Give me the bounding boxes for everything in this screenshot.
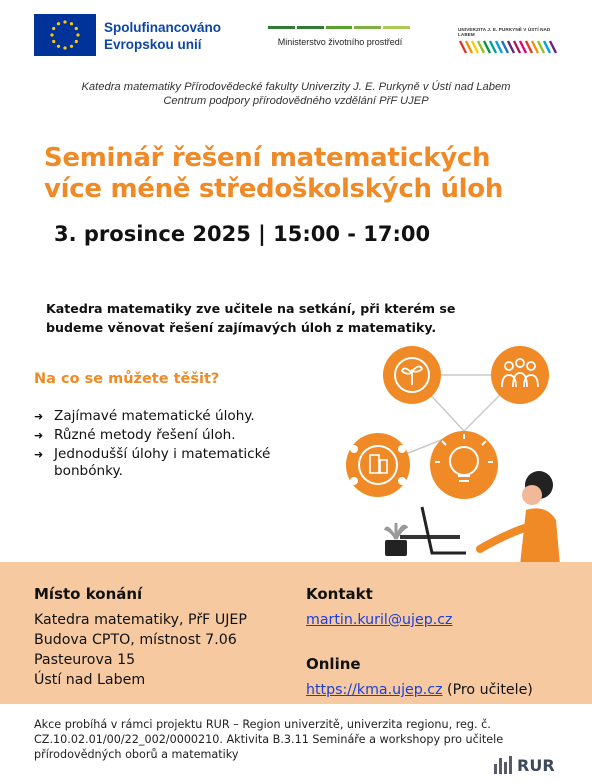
city-network-icon	[346, 433, 410, 497]
benefits-heading: Na co se můžete těšit?	[34, 371, 220, 387]
contact-column	[306, 584, 586, 700]
arrow-bullet-icon: ➜	[34, 410, 44, 423]
laptop-icon	[422, 507, 466, 553]
info-panel	[0, 562, 592, 704]
department-header	[0, 80, 592, 108]
event-date: 3. prosince 2025 | 15:00 - 17:00	[54, 222, 431, 246]
venue-heading: Místo konání	[34, 585, 143, 603]
plant-pot-icon	[385, 540, 407, 556]
people-group-icon	[491, 346, 549, 404]
website-link[interactable]: https://kma.ujep.cz	[306, 682, 443, 698]
network-illustration	[330, 335, 592, 565]
arrow-bullet-icon: ➜	[34, 448, 44, 461]
venue-column	[34, 584, 294, 690]
list-item: ➜ Různé metody řešení úloh.	[34, 427, 236, 443]
list-item: ➜ Jednodušší úlohy i matematické bonbónky.	[34, 446, 271, 479]
university-logo: UNIVERZITA J. E. PURKYNĚ V ÚSTÍ NAD LABEM	[458, 27, 558, 57]
venue-line: Ústí nad Labem	[34, 672, 146, 688]
arrow-bullet-icon: ➜	[34, 429, 44, 442]
eu-funding-text: Spolufinancováno Evropskou unií	[104, 20, 222, 52]
invitation-text: Katedra matematiky zve učitele na setkání, při kterém se budeme věnovat řešení zajímavých úloh z matematiky.	[46, 301, 456, 335]
list-item: ➜ Zajímavé matematické úlohy.	[34, 408, 255, 424]
plant-cycle-icon	[383, 346, 441, 404]
ministry-logo: Ministerstvo životního prostředí	[268, 26, 412, 64]
venue-line: Budova CPTO, místnost 7.06	[34, 632, 237, 648]
department-line: Katedra matematiky Přírodovědecké fakulty Univerzity J. E. Purkyně v Ústí nad Labem	[81, 81, 511, 93]
lightbulb-icon	[430, 431, 498, 499]
contact-heading: Kontakt	[306, 585, 373, 603]
project-footnote: Akce probíhá v rámci projektu RUR – Region univerzitě, univerzita regionu, reg. č. CZ.10.02.01/00/22_002/0000210. Aktivita B.3.11 Semináře a workshopy pro učitele přírodovědných oborů a matematiky	[34, 718, 504, 761]
benefits-list	[34, 408, 324, 482]
university-stripes-icon	[458, 37, 558, 57]
center-line: Centrum podpory přírodovědného vzdělání PřF UJEP	[163, 95, 429, 107]
venue-line: Katedra matematiky, PřF UJEP	[34, 612, 247, 628]
eu-flag-logo	[34, 14, 96, 56]
rur-logo: RUR	[494, 752, 564, 778]
online-heading: Online	[306, 655, 361, 673]
event-title: Seminář řešení matematických více méně středoškolských úloh	[44, 143, 504, 204]
rur-bars-icon	[494, 756, 512, 774]
email-link[interactable]: martin.kuril@ujep.cz	[306, 612, 453, 628]
venue-line: Pasteurova 15	[34, 652, 136, 668]
logo-bar	[0, 0, 592, 78]
website-note: (Pro učitele)	[447, 682, 533, 698]
